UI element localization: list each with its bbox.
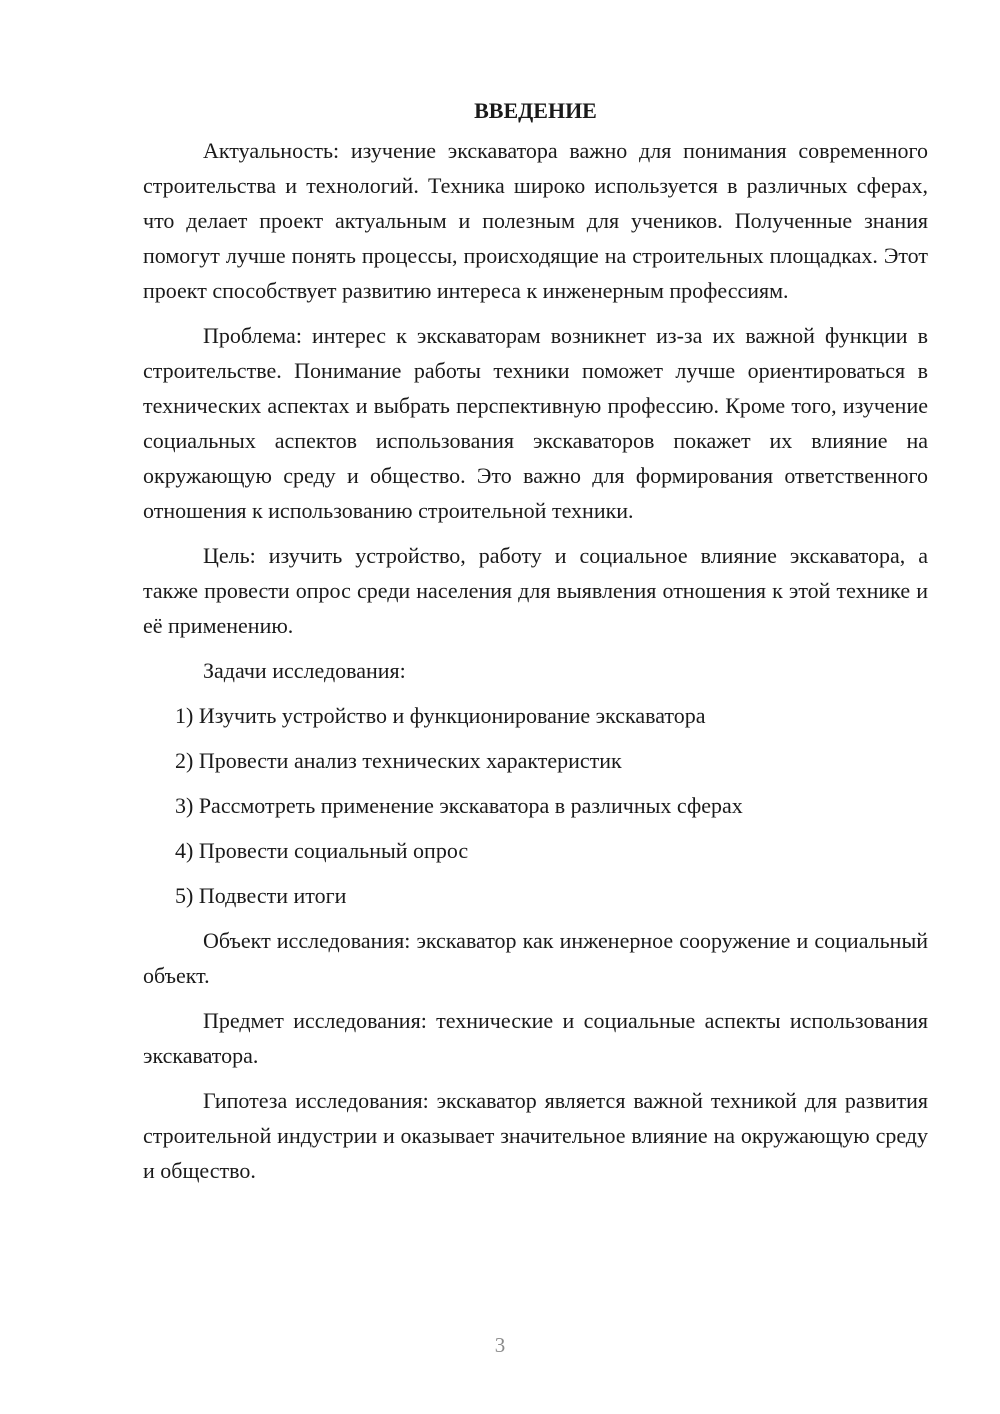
paragraph-problem: Проблема: интерес к экскаваторам возникнет из-за их важной функции в строительстве. Понимание работы техники поможет лучше ориентироваться в технических аспектах и выбрать перспективную профессию. Кроме того, изучение социальных аспектов использования экскаваторов покажет их влияние на окружающую среду и общество. Это важно для формирования ответственного отношения к использованию строительной техники. [143, 323, 928, 523]
document-page [143, 95, 928, 1198]
list-item: 2) Провести анализ технических характеристик [175, 748, 622, 773]
paragraph-relevance: Актуальность: изучение экскаватора важно для понимания современного строительства и технологий. Техника широко используется в различных сферах, что делает проект актуальным и полезным для учеников. Полученные знания помогут лучше понять процессы, происходящие на строительных площадках. Этот проект способствует развитию интереса к инженерным профессиям. [143, 138, 928, 303]
paragraph-object: Объект исследования: экскаватор как инженерное сооружение и социальный объект. [143, 928, 928, 988]
page-title: ВВЕДЕНИЕ [474, 98, 597, 123]
paragraph-subject: Предмет исследования: технические и социальные аспекты использования экскаватора. [143, 1008, 928, 1068]
tasks-heading: Задачи исследования: [203, 658, 406, 683]
paragraph-goal: Цель: изучить устройство, работу и социальное влияние экскаватора, а также провести опрос среди населения для выявления отношения к этой технике и её применению. [143, 543, 928, 638]
paragraph-hypothesis: Гипотеза исследования: экскаватор является важной техникой для развития строительной индустрии и оказывает значительное влияние на окружающую среду и общество. [143, 1088, 928, 1183]
list-item: 3) Рассмотреть применение экскаватора в различных сферах [175, 793, 743, 818]
list-item: 4) Провести социальный опрос [175, 838, 469, 863]
list-item: 5) Подвести итоги [175, 883, 347, 908]
page-number: 3 [494, 1333, 506, 1357]
list-item: 1) Изучить устройство и функционирование экскаватора [175, 703, 706, 728]
tasks-list [143, 698, 928, 913]
